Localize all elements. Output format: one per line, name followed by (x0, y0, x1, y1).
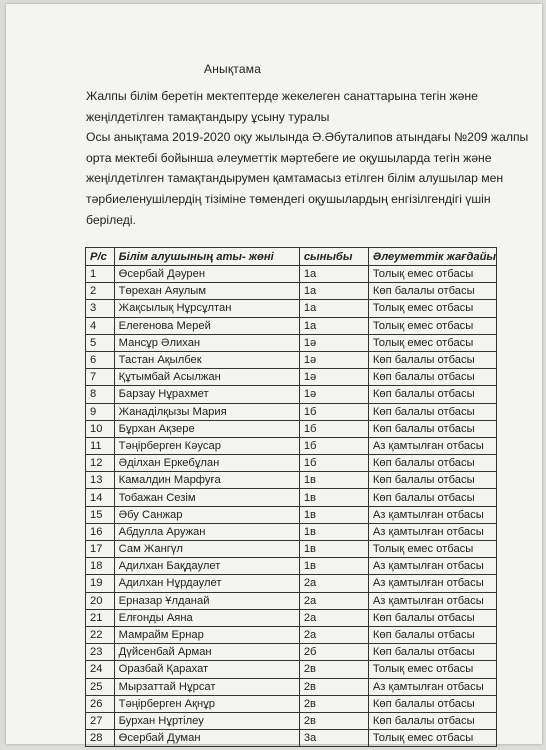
header-social-status: Әлеуметтік жағдайы (368, 248, 496, 266)
student-name: Тәңірберген Ақнұр (114, 695, 299, 712)
student-name: Адилхан Бақдаулет (114, 558, 299, 575)
table-row (86, 609, 497, 626)
class-name: 2в (299, 712, 368, 729)
class-name: 2б (299, 644, 368, 661)
intro-line: Жалпы білім беретін мектептерде жекелеген санаттарына тегін және (86, 89, 478, 103)
social-status: Көп балалы отбасы (368, 351, 496, 368)
row-number: 7 (86, 369, 115, 386)
row-number: 23 (86, 644, 115, 661)
class-name: 1а (299, 317, 368, 334)
social-status: Көп балалы отбасы (368, 283, 496, 300)
social-status: Аз қамтылған отбасы (368, 437, 496, 454)
class-name: 1б (299, 420, 368, 437)
row-number: 19 (86, 575, 115, 592)
social-status: Толық емес отбасы (368, 334, 496, 351)
class-name: 2а (299, 609, 368, 626)
social-status: Көп балалы отбасы (368, 609, 496, 626)
social-status: Толық емес отбасы (368, 317, 496, 334)
table-row (86, 403, 497, 420)
row-number: 14 (86, 489, 115, 506)
social-status: Аз қамтылған отбасы (368, 678, 496, 695)
table-row (86, 661, 497, 678)
class-name: 1ә (299, 351, 368, 368)
class-name: 1ә (299, 386, 368, 403)
table-row (86, 283, 497, 300)
social-status: Аз қамтылған отбасы (368, 592, 496, 609)
class-name: 1а (299, 283, 368, 300)
intro-line: беріледі. (86, 212, 136, 227)
student-name: Тобажан Сезім (114, 489, 299, 506)
student-name: Мырзаттай Нұрсат (114, 678, 299, 695)
student-name: Төрехан Аяулым (114, 283, 299, 300)
class-name: 2в (299, 695, 368, 712)
student-name: Ерназар Ұлданай (114, 592, 299, 609)
class-name: 1в (299, 472, 368, 489)
class-name: 1б (299, 455, 368, 472)
student-name: Елғонды Аяна (114, 609, 299, 626)
student-name: Жақсылық Нұрсұлтан (114, 300, 299, 317)
class-name: 1б (299, 437, 368, 454)
row-number: 12 (86, 455, 115, 472)
social-status: Аз қамтылған отбасы (368, 523, 496, 540)
row-number: 9 (86, 403, 115, 420)
class-name: 2а (299, 575, 368, 592)
social-status: Аз қамтылған отбасы (368, 558, 496, 575)
student-table (85, 247, 497, 747)
intro-line: орта мектебі бойынша әлеуметтік мәртебеге ие оқушыларда тегін және (86, 150, 492, 165)
table-row (86, 523, 497, 540)
table-row (86, 420, 497, 437)
student-name: Тастан Ақылбек (114, 351, 299, 368)
table-row (86, 506, 497, 523)
student-name: Әбу Санжар (114, 506, 299, 523)
table-row (86, 317, 497, 334)
row-number: 2 (86, 283, 115, 300)
social-status: Көп балалы отбасы (368, 455, 496, 472)
class-name: 1ә (299, 334, 368, 351)
row-number: 3 (86, 300, 115, 317)
table-row (86, 300, 497, 317)
header-class: сыныбы (299, 248, 368, 266)
class-name: 1в (299, 523, 368, 540)
social-status: Аз қамтылған отбасы (368, 506, 496, 523)
table-row (86, 592, 497, 609)
intro-line: тәрбиеленушілердің тізіміне төмендегі оқушылардың енгізілгендігі үшін (86, 191, 491, 206)
student-name: Барзау Нұрахмет (114, 386, 299, 403)
intro-line: жеңілдетілген тамақтандырумен қамтамасыз етілген білім алушылар мен (86, 171, 504, 186)
class-name: 3а (299, 730, 368, 747)
social-status: Көп балалы отбасы (368, 626, 496, 643)
class-name: 1в (299, 541, 368, 558)
social-status: Толық емес отбасы (368, 541, 496, 558)
row-number: 27 (86, 712, 115, 729)
table-row (86, 541, 497, 558)
table-row (86, 351, 497, 368)
class-name: 1в (299, 558, 368, 575)
table-row (86, 558, 497, 575)
header-number: Р/с (86, 248, 115, 266)
class-name: 1а (299, 300, 368, 317)
table-row (86, 386, 497, 403)
row-number: 6 (86, 351, 115, 368)
row-number: 25 (86, 678, 115, 695)
table-header-row (86, 248, 497, 266)
class-name: 1ә (299, 369, 368, 386)
class-name: 2в (299, 661, 368, 678)
class-name: 1в (299, 489, 368, 506)
intro-line: Осы анықтама 2019-2020 оқу жылында Ә.Әбуталипов атындағы №209 жалпы (86, 130, 529, 145)
row-number: 4 (86, 317, 115, 334)
row-number: 1 (86, 266, 115, 283)
table-row (86, 437, 497, 454)
social-status: Көп балалы отбасы (368, 644, 496, 661)
row-number: 24 (86, 661, 115, 678)
table-row (86, 712, 497, 729)
row-number: 13 (86, 472, 115, 489)
header-student-name: Білім алушының аты- жөні (114, 248, 299, 266)
student-name: Камалдин Марфуға (114, 472, 299, 489)
table-row (86, 626, 497, 643)
social-status: Толық емес отбасы (368, 661, 496, 678)
row-number: 17 (86, 541, 115, 558)
social-status: Көп балалы отбасы (368, 489, 496, 506)
social-status: Толық емес отбасы (368, 266, 496, 283)
intro-paragraph (86, 86, 529, 230)
student-name: Жанаділқызы Мария (114, 403, 299, 420)
social-status: Көп балалы отбасы (368, 386, 496, 403)
row-number: 28 (86, 730, 115, 747)
row-number: 5 (86, 334, 115, 351)
table-row (86, 472, 497, 489)
table-row (86, 334, 497, 351)
class-name: 2а (299, 626, 368, 643)
document-page (6, 4, 542, 744)
class-name: 2в (299, 678, 368, 695)
row-number: 15 (86, 506, 115, 523)
row-number: 8 (86, 386, 115, 403)
row-number: 11 (86, 437, 115, 454)
social-status: Толық емес отбасы (368, 300, 496, 317)
student-name: Дүйсенбай Арман (114, 644, 299, 661)
table-row (86, 575, 497, 592)
table-row (86, 455, 497, 472)
row-number: 22 (86, 626, 115, 643)
row-number: 10 (86, 420, 115, 437)
student-name: Оразбай Қарахат (114, 661, 299, 678)
document-title: Анықтама (204, 62, 262, 76)
social-status: Көп балалы отбасы (368, 712, 496, 729)
intro-line: жеңілдетілген тамақтандыру ұсыну туралы (86, 109, 330, 124)
social-status: Көп балалы отбасы (368, 403, 496, 420)
student-name: Сам Жангүл (114, 541, 299, 558)
class-name: 2а (299, 592, 368, 609)
class-name: 1а (299, 266, 368, 283)
social-status: Аз қамтылған отбасы (368, 575, 496, 592)
row-number: 20 (86, 592, 115, 609)
table-row (86, 695, 497, 712)
student-name: Бурхан Нұртілеу (114, 712, 299, 729)
row-number: 16 (86, 523, 115, 540)
student-name: Өсербай Думан (114, 730, 299, 747)
student-name: Құтымбай Асылжан (114, 369, 299, 386)
row-number: 26 (86, 695, 115, 712)
student-name: Мамрайм Ернар (114, 626, 299, 643)
student-name: Тәңірберген Кәусар (114, 437, 299, 454)
table-row (86, 369, 497, 386)
table-row (86, 730, 497, 747)
table-row (86, 644, 497, 661)
table-row (86, 266, 497, 283)
table-row (86, 489, 497, 506)
social-status: Көп балалы отбасы (368, 695, 496, 712)
social-status: Толық емес отбасы (368, 730, 496, 747)
social-status: Көп балалы отбасы (368, 472, 496, 489)
row-number: 21 (86, 609, 115, 626)
student-name: Елегенова Мерей (114, 317, 299, 334)
student-name: Адилхан Нұрдаулет (114, 575, 299, 592)
student-name: Бұрхан Ақзере (114, 420, 299, 437)
social-status: Көп балалы отбасы (368, 420, 496, 437)
class-name: 1б (299, 403, 368, 420)
social-status: Көп балалы отбасы (368, 369, 496, 386)
row-number: 18 (86, 558, 115, 575)
class-name: 1в (299, 506, 368, 523)
student-name: Мансұр Әлихан (114, 334, 299, 351)
student-name: Абдулла Аружан (114, 523, 299, 540)
table-row (86, 678, 497, 695)
student-name: Әділхан Еркебұлан (114, 455, 299, 472)
student-name: Өсербай Дәурен (114, 266, 299, 283)
